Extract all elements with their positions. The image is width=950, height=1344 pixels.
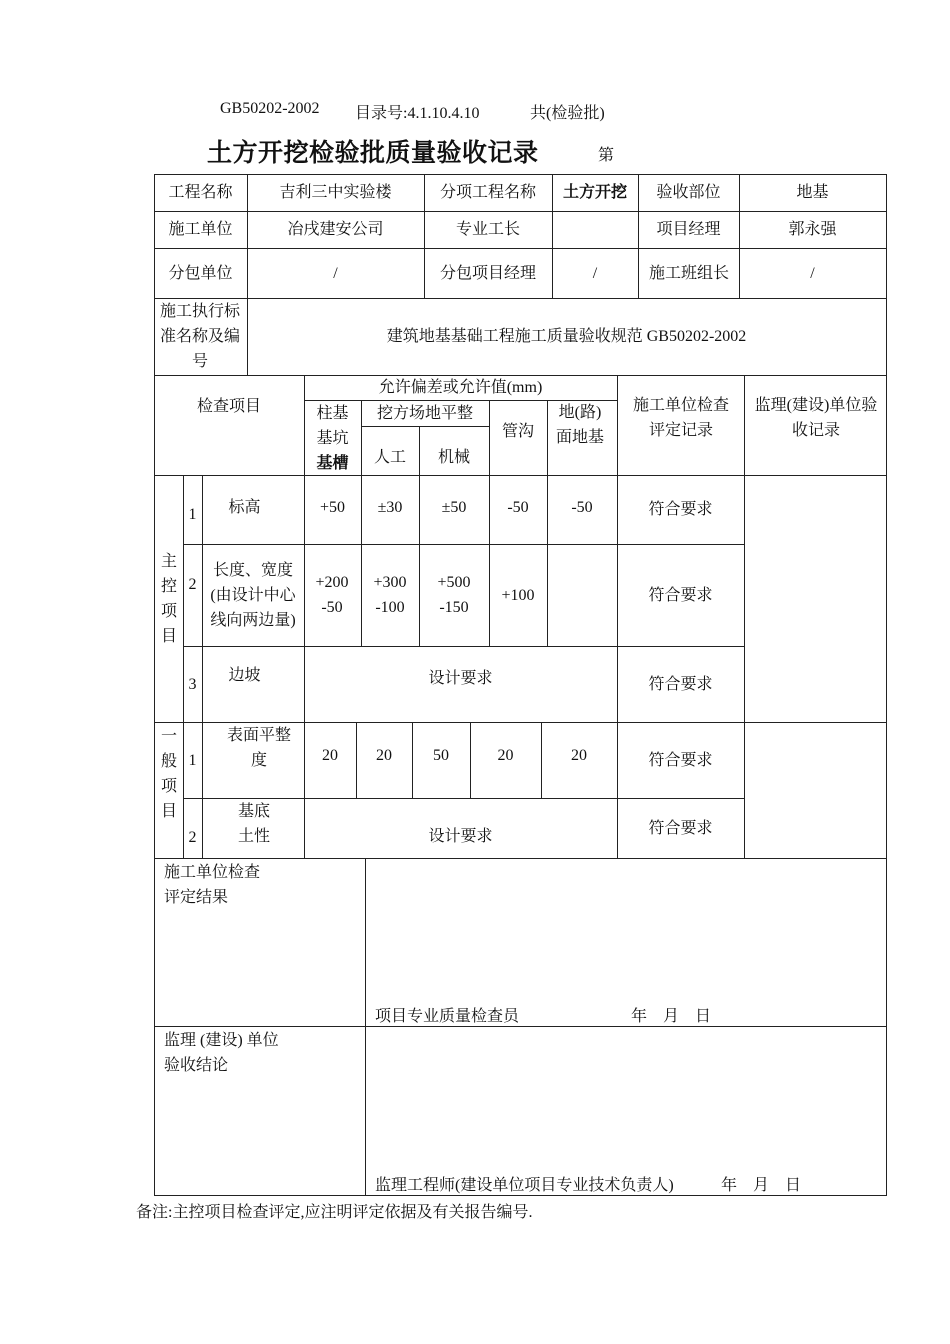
main-row-1-road: -50 — [571, 498, 593, 516]
subcontract-manager-label: 分包项目经理 — [439, 264, 536, 282]
general-row-1-v1: 20 — [322, 746, 338, 764]
standard-value: 建筑地基基础工程施工质量验收规范 GB50202-2002 — [386, 328, 747, 345]
general-row-1-v2: 20 — [376, 746, 392, 764]
standard-code: GB50202-2002 — [220, 100, 320, 117]
general-row-1-v3: 50 — [433, 746, 449, 764]
col-road: 地(路)面地基 — [555, 404, 604, 446]
construction-unit-value: 冶戌建安公司 — [287, 221, 384, 238]
team-leader-label: 施工班组长 — [648, 264, 729, 282]
col-pit-text: 柱基基坑 — [316, 405, 349, 447]
footnote: 备注:主控项目检查评定,应注明评定依据及有关报告编号. — [136, 1204, 533, 1221]
main-row-2-pit: +200 -50 — [315, 574, 349, 616]
main-row-3-name: 边坡 — [228, 666, 261, 684]
general-row-1-result: 符合要求 — [648, 751, 713, 769]
project-manager-value: 郭永强 — [788, 221, 837, 238]
main-row-1-manual: ±30 — [377, 498, 403, 516]
col-manual: 人工 — [373, 448, 406, 466]
project-manager-label: 项目经理 — [656, 221, 721, 238]
subcontract-unit-label: 分包单位 — [168, 264, 233, 282]
main-row-2-trench: +100 — [501, 586, 535, 604]
project-name-label: 工程名称 — [168, 184, 233, 201]
col-check-item: 检查项目 — [196, 397, 261, 415]
general-row-1-v4: 20 — [497, 746, 514, 764]
acceptance-part-label: 验收部位 — [656, 184, 721, 201]
main-row-1-machine: ±50 — [441, 498, 467, 516]
col-pit — [304, 401, 361, 476]
main-row-1-result: 符合要求 — [648, 501, 713, 518]
col-site: 挖方场地平整 — [376, 404, 473, 422]
main-row-3-spec: 设计要求 — [428, 669, 493, 687]
main-control-label: 主控项目 — [160, 552, 177, 645]
col-supervisor: 监理(建设)单位验收记录 — [754, 397, 878, 439]
main-row-2-machine: +500 -150 — [437, 574, 471, 616]
standard-label: 施工执行标准名称及编号 — [160, 303, 241, 370]
main-row-1-name: 标高 — [228, 498, 261, 516]
subcontract-manager-value: / — [592, 264, 598, 282]
supervisor-date: 年 月 日 — [721, 1177, 802, 1194]
main-row-3-no: 3 — [188, 675, 197, 693]
main-row-1-pit: +50 — [319, 498, 346, 516]
general-row-2-no: 2 — [188, 828, 197, 846]
main-row-2-manual: +300 -100 — [373, 574, 407, 616]
sub-project-label: 分项工程名称 — [439, 184, 536, 201]
general-row-1-name: 表面平整度 — [226, 727, 291, 769]
catalog-number: 目录号:4.1.10.4.10 — [355, 105, 480, 122]
general-row-2-result: 符合要求 — [648, 819, 713, 837]
main-row-2-no: 2 — [188, 575, 197, 593]
col-trench: 管沟 — [501, 422, 534, 440]
contractor-date: 年 月 日 — [631, 1008, 712, 1025]
main-row-3-result: 符合要求 — [648, 675, 713, 693]
project-name-value: 吉利三中实验楼 — [279, 184, 392, 201]
supervisor-conclusion-label: 监理 (建设) 单位验收结论 — [164, 1032, 279, 1074]
main-row-1-trench: -50 — [507, 498, 529, 516]
sub-project-value: 土方开挖 — [562, 184, 627, 201]
construction-unit-label: 施工单位 — [168, 221, 233, 238]
col-tolerance: 允许偏差或允许值(mm) — [378, 379, 543, 396]
page-label: 第 — [598, 147, 615, 164]
general-row-1-no: 1 — [188, 751, 197, 769]
main-row-1-no: 1 — [188, 505, 197, 523]
team-leader-value: / — [810, 264, 815, 282]
foreman-value — [552, 211, 638, 248]
general-label: 一般项目 — [160, 728, 177, 820]
supervisor-engineer-sign: 监理工程师(建设单位项目专业技术负责人) — [375, 1177, 674, 1194]
col-pit-bold: 基槽 — [316, 455, 349, 472]
acceptance-part-value: 地基 — [796, 184, 829, 201]
main-row-2-name: 长度、宽度(由设计中心线向两边量) — [210, 561, 296, 629]
subcontract-unit-value: / — [333, 264, 338, 282]
contractor-result-label: 施工单位检查评定结果 — [164, 864, 261, 906]
main-row-2-result: 符合要求 — [648, 586, 713, 604]
col-machine: 机械 — [437, 448, 470, 466]
page-title: 土方开挖检验批质量验收记录 — [207, 138, 539, 167]
contractor-inspector-sign: 项目专业质量检查员 — [375, 1008, 520, 1025]
general-row-1-v5: 20 — [571, 746, 587, 764]
general-row-2-spec: 设计要求 — [428, 827, 493, 845]
col-contractor: 施工单位检查评定记录 — [632, 397, 729, 439]
foreman-label: 专业工长 — [455, 221, 520, 238]
general-row-2-name: 基底土性 — [237, 803, 270, 845]
batch-total: 共(检验批) — [530, 105, 605, 122]
main-row-2-road — [547, 544, 617, 646]
